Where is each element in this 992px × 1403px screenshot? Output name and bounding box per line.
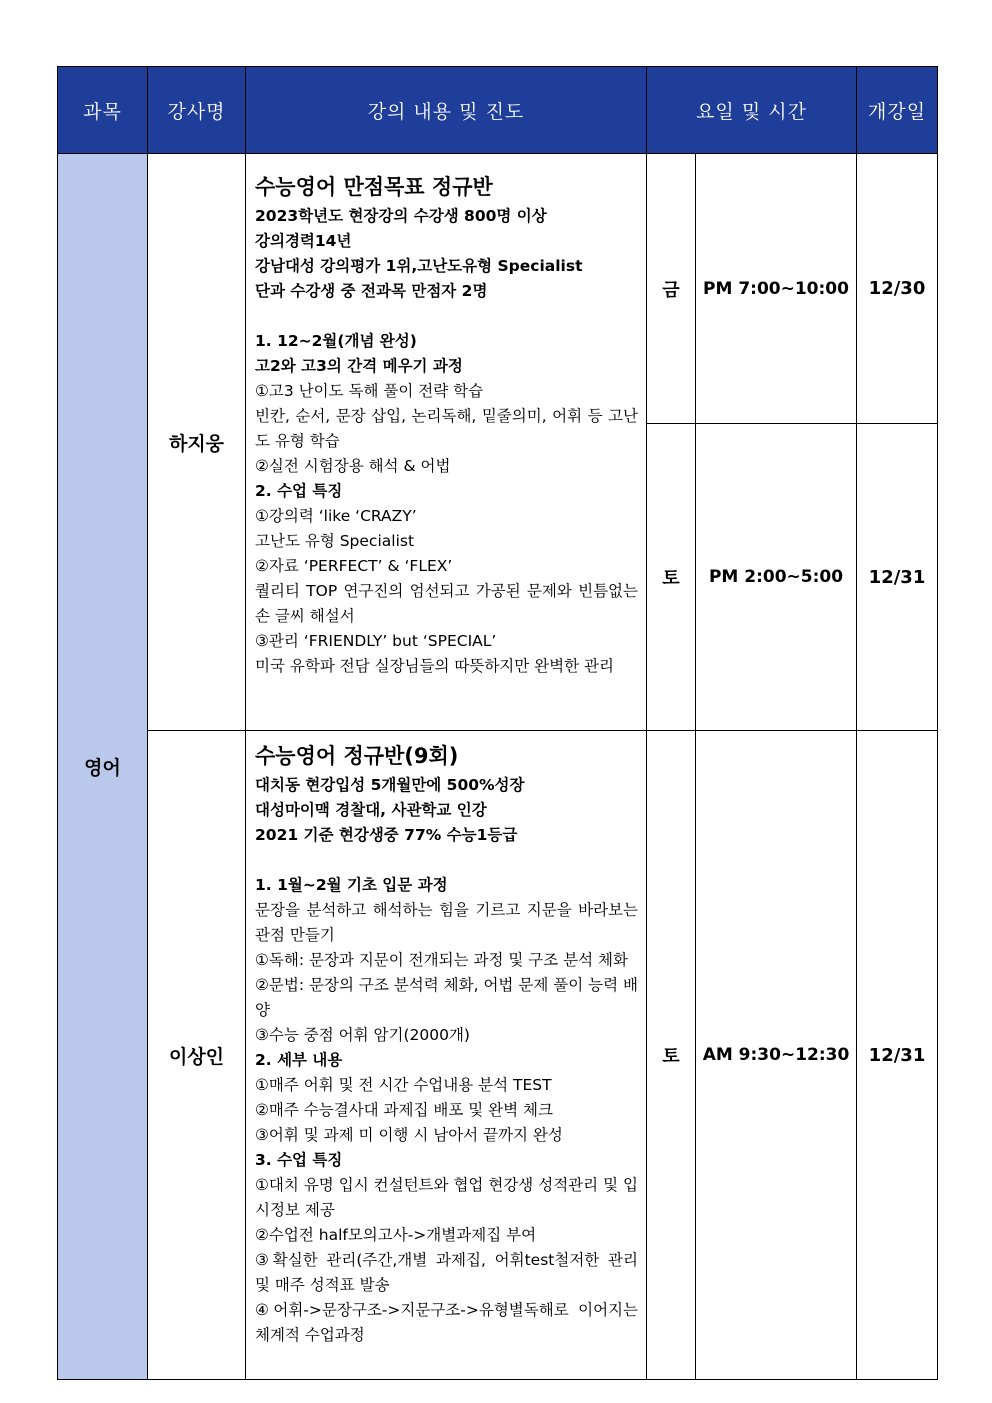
table-row (58, 154, 938, 424)
detail-line: ①고3 난이도 독해 풀이 전략 학습 (255, 382, 484, 400)
header-teacher: 강사명 (148, 67, 246, 154)
header-open-date: 개강일 (857, 67, 938, 154)
header-content: 강의 내용 및 진도 (246, 67, 647, 154)
intro-line: 단과 수강생 중 전과목 만점자 2명 (255, 282, 488, 300)
day-cell: 토 (647, 424, 696, 731)
schedule-table (57, 66, 938, 1380)
intro-line: 강의경력14년 (255, 232, 352, 250)
course-title: 수능영어 정규반(9회) (255, 744, 459, 768)
course-title: 수능영어 만점목표 정규반 (255, 175, 493, 199)
detail-line: ①매주 어휘 및 전 시간 수업내용 분석 TEST (255, 1076, 552, 1094)
detail-line: ③관리 ‘FRIENDLY’ but ‘SPECIAL’ (255, 632, 497, 650)
detail-line: 2. 세부 내용 (255, 1051, 343, 1069)
header-subject: 과목 (58, 67, 148, 154)
teacher-name: 하지웅 (148, 154, 246, 731)
course-intro (255, 773, 638, 848)
day-cell: 금 (647, 154, 696, 424)
course-content (246, 731, 647, 1380)
detail-line: ①대치 유명 입시 컨설턴트와 협업 현강생 성적관리 및 입시정보 제공 (255, 1176, 638, 1219)
detail-line: ④어휘->문장구조->지문구조->유형별독해로 이어지는 체계적 수업과정 (255, 1301, 638, 1344)
open-date-cell: 12/31 (857, 731, 938, 1380)
detail-line: ③어휘 및 과제 미 이행 시 남아서 끝까지 완성 (255, 1126, 563, 1144)
detail-line: ③수능 중점 어휘 암기(2000개) (255, 1026, 470, 1044)
detail-line: 3. 수업 특징 (255, 1151, 343, 1169)
header-schedule: 요일 및 시간 (647, 67, 857, 154)
open-date-cell: 12/31 (857, 424, 938, 731)
detail-line: 미국 유학파 전담 실장님들의 따뜻하지만 완벽한 관리 (255, 657, 614, 675)
detail-line: ②수업전 half모의고사->개별과제집 부여 (255, 1226, 537, 1244)
detail-line: ③확실한 관리(주간,개별 과제집, 어휘test철저한 관리 및 매주 성적표 발송 (255, 1251, 638, 1294)
detail-line: 1. 1월~2월 기초 입문 과정 (255, 876, 448, 894)
detail-line: ②실전 시험장용 해석 & 어법 (255, 457, 451, 475)
day-cell: 토 (647, 731, 696, 1380)
detail-line: 문장을 분석하고 해석하는 힘을 기르고 지문을 바라보는 관점 만들기 (255, 901, 638, 944)
intro-line: 대성마이맥 경찰대, 사관학교 인강 (255, 801, 487, 819)
detail-line: ②자료 ‘PERFECT’ & ‘FLEX’ (255, 557, 453, 575)
time-cell: AM 9:30~12:30 (696, 731, 857, 1380)
course-intro (255, 204, 638, 304)
intro-line: 2023학년도 현장강의 수강생 800명 이상 (255, 207, 547, 225)
course-details (255, 329, 638, 679)
intro-line: 대치동 현강입성 5개월만에 500%성장 (255, 776, 525, 794)
detail-line: 고2와 고3의 간격 메우기 과정 (255, 357, 463, 375)
time-cell: PM 2:00~5:00 (696, 424, 857, 731)
detail-line: 고난도 유형 Specialist (255, 532, 415, 550)
course-content (246, 154, 647, 731)
detail-line: 2. 수업 특징 (255, 482, 343, 500)
intro-line: 2021 기준 현강생중 77% 수능1등급 (255, 826, 518, 844)
time-cell: PM 7:00~10:00 (696, 154, 857, 424)
detail-line: ①강의력 ‘like ‘CRAZY’ (255, 507, 417, 525)
detail-line: ①독해: 문장과 지문이 전개되는 과정 및 구조 분석 체화 (255, 951, 628, 969)
course-details (255, 873, 638, 1348)
detail-line: 퀄리티 TOP 연구진의 엄선되고 가공된 문제와 빈틈없는 손 글씨 해설서 (255, 582, 638, 625)
intro-line: 강남대성 강의평가 1위,고난도유형 Specialist (255, 257, 583, 275)
open-date-cell: 12/30 (857, 154, 938, 424)
detail-line: 1. 12~2월(개념 완성) (255, 332, 417, 350)
teacher-name: 이상인 (148, 731, 246, 1380)
table-row (58, 731, 938, 1380)
header-row (58, 67, 938, 154)
detail-line: ②문법: 문장의 구조 분석력 체화, 어법 문제 풀이 능력 배양 (255, 976, 638, 1019)
subject-cell: 영어 (58, 154, 148, 1380)
detail-line: ②매주 수능결사대 과제집 배포 및 완벽 체크 (255, 1101, 553, 1119)
detail-line: 빈칸, 순서, 문장 삽입, 논리독해, 밑줄의미, 어휘 등 고난도 유형 학습 (255, 407, 638, 450)
